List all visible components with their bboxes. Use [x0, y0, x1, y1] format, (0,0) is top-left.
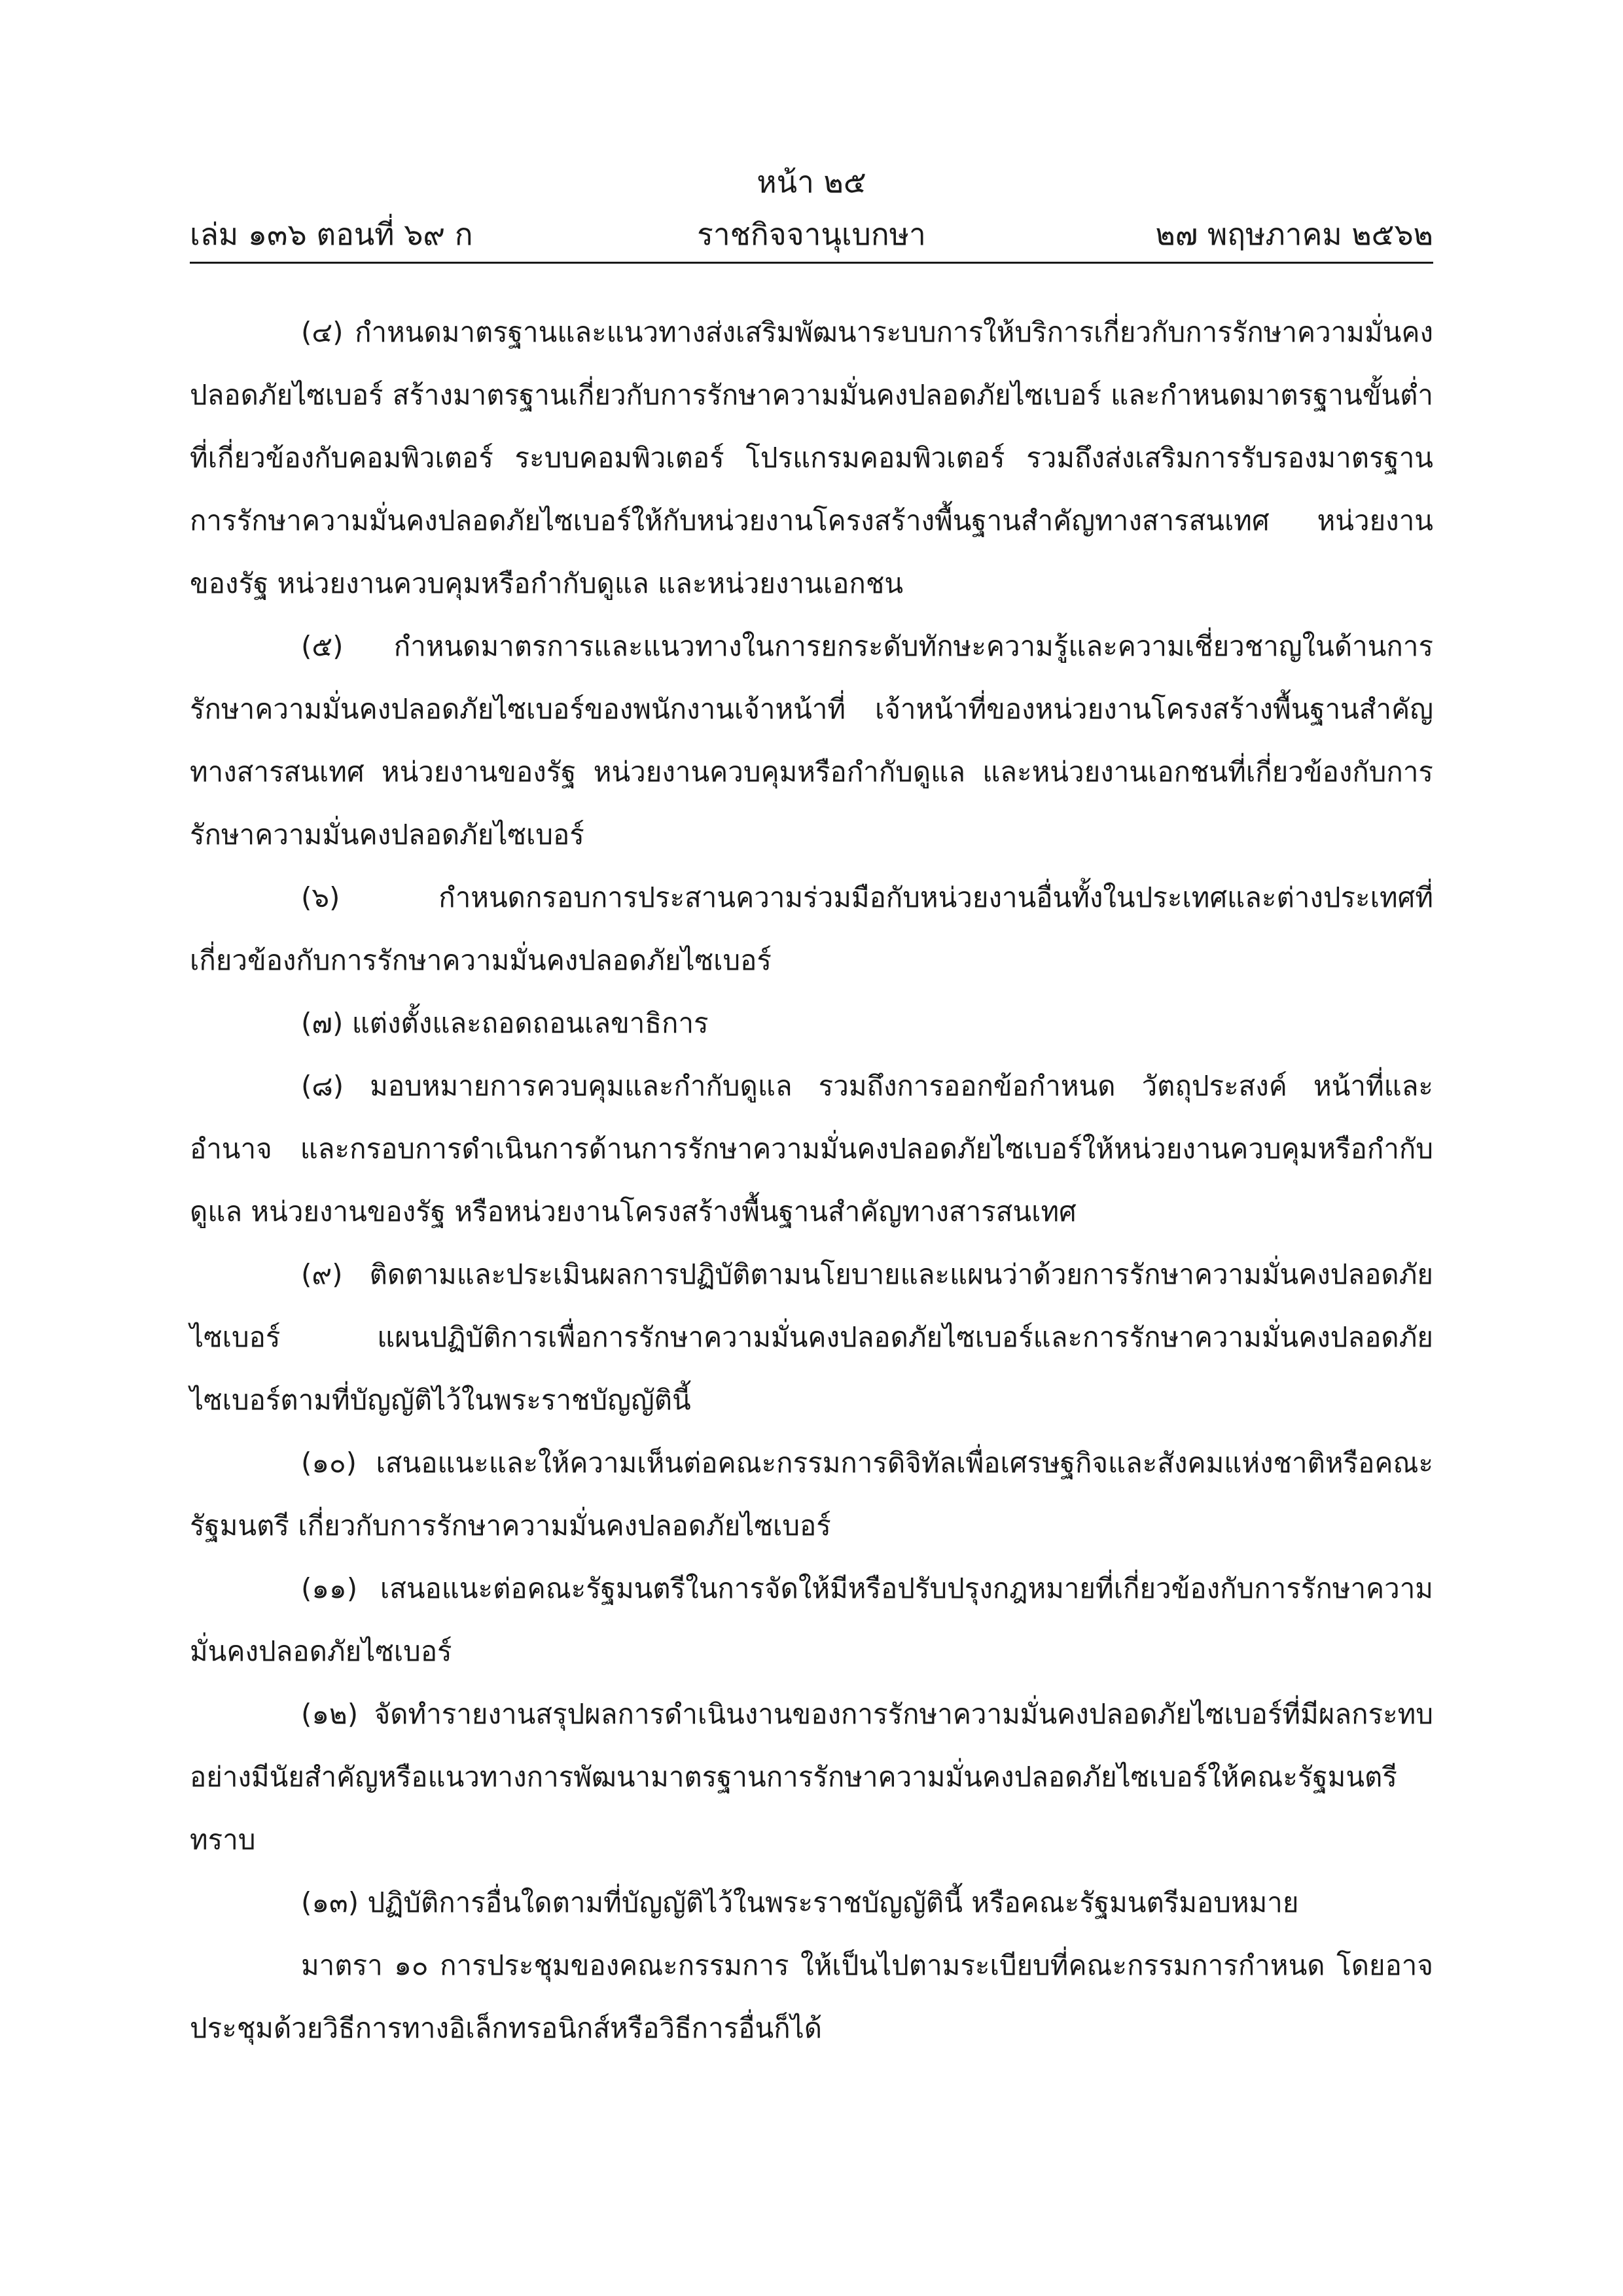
- paragraph-item-8: (๘) มอบหมายการควบคุมและกำกับดูแล รวมถึงการออกข้อกำหนด วัตถุประสงค์ หน้าที่และอำนาจ และกรอบการดำเนินการด้านการรักษาความมั่นคงปลอดภัยไซเบอร์ให้หน่วยงานควบคุมหรือกำกับดูแล หน่วยงานของรัฐ หรือหน่วยงานโครงสร้างพื้นฐานสำคัญทางสารสนเทศ: [190, 1070, 1433, 1227]
- volume-issue: เล่ม ๑๓๖ ตอนที่ ๖๙ ก: [190, 217, 473, 252]
- paragraph-item-9: (๙) ติดตามและประเมินผลการปฏิบัติตามนโยบายและแผนว่าด้วยการรักษาความมั่นคงปลอดภัยไซเบอร์ แผนปฏิบัติการเพื่อการรักษาความมั่นคงปลอดภัยไซเบอร์และการรักษาความมั่นคงปลอดภัยไซเบอร์ตามที่บัญญัติไว้ในพระราชบัญญัตินี้: [190, 1258, 1433, 1416]
- paragraph-item-12: (๑๒) จัดทำรายงานสรุปผลการดำเนินงานของการรักษาความมั่นคงปลอดภัยไซเบอร์ที่มีผลกระทบอย่างมีนัยสำคัญหรือแนวทางการพัฒนามาตรฐานการรักษาความมั่นคงปลอดภัยไซเบอร์ให้คณะรัฐมนตรีทราบ: [190, 1698, 1433, 1856]
- paragraph-item-4: (๔) กำหนดมาตรฐานและแนวทางส่งเสริมพัฒนาระบบการให้บริการเกี่ยวกับการรักษาความมั่นคงปลอดภัยไซเบอร์ สร้างมาตรฐานเกี่ยวกับการรักษาความมั่นคงปลอดภัยไซเบอร์ และกำหนดมาตรฐานขั้นต่ำที่เกี่ยวข้องกับคอมพิวเตอร์ ระบบคอมพิวเตอร์ โปรแกรมคอมพิวเตอร์ รวมถึงส่งเสริมการรับรองมาตรฐานการรักษาความมั่นคงปลอดภัยไซเบอร์ให้กับหน่วยงานโครงสร้างพื้นฐานสำคัญทางสารสนเทศ หน่วยงานของรัฐ หน่วยงานควบคุมหรือกำกับดูแล และหน่วยงานเอกชน: [190, 316, 1433, 599]
- paragraph-item-13: (๑๓) ปฏิบัติการอื่นใดตามที่บัญญัติไว้ในพระราชบัญญัตินี้ หรือคณะรัฐมนตรีมอบหมาย: [301, 1886, 1299, 1918]
- header-divider: [190, 262, 1433, 264]
- paragraph-item-7: (๗) แต่งตั้งและถอดถอนเลขาธิการ: [301, 1007, 709, 1039]
- section-10: มาตรา ๑๐ การประชุมของคณะกรรมการ ให้เป็นไปตามระเบียบที่คณะกรรมการกำหนด โดยอาจประชุมด้วยวิธีการทางอิเล็กทรอนิกส์หรือวิธีการอื่นก็ได้: [190, 1949, 1433, 2044]
- document-body: [190, 301, 1433, 2060]
- paragraph-item-6: (๖) กำหนดกรอบการประสานความร่วมมือกับหน่วยงานอื่นทั้งในประเทศและต่างประเทศที่เกี่ยวข้องกับการรักษาความมั่นคงปลอดภัยไซเบอร์: [190, 881, 1433, 976]
- paragraph-item-5: (๕) กำหนดมาตรการและแนวทางในการยกระดับทักษะความรู้และความเชี่ยวชาญในด้านการรักษาความมั่นคงปลอดภัยไซเบอร์ของพนักงานเจ้าหน้าที่ เจ้าหน้าที่ของหน่วยงานโครงสร้างพื้นฐานสำคัญทางสารสนเทศ หน่วยงานของรัฐ หน่วยงานควบคุมหรือกำกับดูแล และหน่วยงานเอกชนที่เกี่ยวข้องกับการรักษาความมั่นคงปลอดภัยไซเบอร์: [190, 630, 1433, 851]
- publication-date: ๒๗ พฤษภาคม ๒๕๖๒: [1155, 217, 1433, 252]
- page-header: [190, 213, 1433, 255]
- page-number: หน้า ๒๕: [757, 164, 866, 200]
- gazette-title: ราชกิจจานุเบกษา: [697, 217, 926, 252]
- paragraph-item-10: (๑๐) เสนอแนะและให้ความเห็นต่อคณะกรรมการดิจิทัลเพื่อเศรษฐกิจและสังคมแห่งชาติหรือคณะรัฐมนตรี เกี่ยวกับการรักษาความมั่นคงปลอดภัยไซเบอร์: [190, 1447, 1433, 1542]
- paragraph-item-11: (๑๑) เสนอแนะต่อคณะรัฐมนตรีในการจัดให้มีหรือปรับปรุงกฎหมายที่เกี่ยวข้องกับการรักษาความมั่นคงปลอดภัยไซเบอร์: [190, 1572, 1433, 1667]
